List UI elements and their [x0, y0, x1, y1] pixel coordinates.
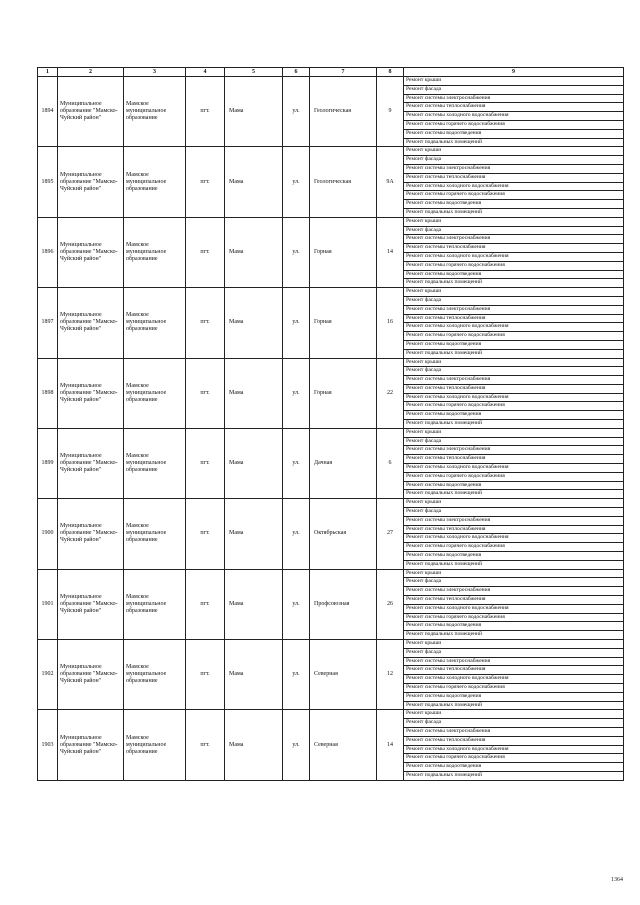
locality-name: Мама: [225, 428, 283, 498]
header-cell: 5: [225, 68, 283, 77]
work-types-cell: [404, 569, 624, 639]
locality-type: пгт.: [186, 217, 225, 287]
work-type-item: Ремонт системы электроснабжения: [404, 728, 623, 737]
locality-type: пгт.: [186, 77, 225, 147]
work-type-item: Ремонт системы горячего водоснабжения: [404, 754, 623, 763]
table-row: [38, 640, 624, 710]
work-type-item: Ремонт системы холодного водоснабжения: [404, 746, 623, 755]
row-number: 1894: [38, 77, 58, 147]
work-type-item: Ремонт системы теплоснабжения: [404, 596, 623, 605]
work-types-cell: [404, 499, 624, 569]
work-type-item: Ремонт фасада: [404, 367, 623, 376]
locality-type: пгт.: [186, 499, 225, 569]
street-name: Октябрьская: [310, 499, 377, 569]
work-type-item: Ремонт фасада: [404, 156, 623, 165]
header-cell: 6: [283, 68, 310, 77]
work-type-item: Ремонт системы электроснабжения: [404, 658, 623, 667]
work-type-item: Ремонт фасада: [404, 227, 623, 236]
row-number: 1898: [38, 358, 58, 428]
work-type-item: Ремонт системы водоотведения: [404, 622, 623, 631]
municipal-district: Муниципальное образование "Мамско-Чуйский район": [58, 428, 124, 498]
work-types-cell: [404, 77, 624, 147]
table-row: [38, 428, 624, 498]
locality-name: Мама: [225, 358, 283, 428]
work-type-item: Ремонт системы теплоснабжения: [404, 385, 623, 394]
work-type-item: Ремонт фасада: [404, 438, 623, 447]
work-type-item: Ремонт крыши: [404, 147, 623, 156]
municipal-district: Муниципальное образование "Мамско-Чуйский район": [58, 499, 124, 569]
work-type-item: Ремонт системы холодного водоснабжения: [404, 464, 623, 473]
table-row: [38, 569, 624, 639]
work-type-item: Ремонт системы водоотведения: [404, 693, 623, 702]
header-cell: 2: [58, 68, 124, 77]
work-type-item: Ремонт системы горячего водоснабжения: [404, 684, 623, 693]
work-type-item: Ремонт фасада: [404, 297, 623, 306]
municipal-settlement: Мамское муниципальное образование: [124, 147, 186, 217]
work-type-item: Ремонт системы водоотведения: [404, 411, 623, 420]
work-type-item: Ремонт крыши: [404, 288, 623, 297]
work-types-cell: [404, 640, 624, 710]
street-type: ул.: [283, 428, 310, 498]
work-type-item: Ремонт фасада: [404, 578, 623, 587]
work-type-item: Ремонт системы водоотведения: [404, 130, 623, 139]
municipal-settlement: Мамское муниципальное образование: [124, 217, 186, 287]
locality-name: Мама: [225, 640, 283, 710]
municipal-settlement: Мамское муниципальное образование: [124, 710, 186, 780]
street-type: ул.: [283, 77, 310, 147]
table-row: [38, 288, 624, 358]
municipal-district: Муниципальное образование "Мамско-Чуйский район": [58, 640, 124, 710]
work-type-item: Ремонт системы электроснабжения: [404, 446, 623, 455]
table-body: [38, 77, 624, 781]
work-type-item: Ремонт крыши: [404, 640, 623, 649]
table-row: [38, 710, 624, 780]
table-row: [38, 147, 624, 217]
work-type-item: Ремонт системы холодного водоснабжения: [404, 323, 623, 332]
street-name: Горная: [310, 358, 377, 428]
locality-name: Мама: [225, 569, 283, 639]
row-number: 1903: [38, 710, 58, 780]
work-type-item: Ремонт системы холодного водоснабжения: [404, 394, 623, 403]
work-type-item: Ремонт подвальных помещений: [406, 349, 483, 356]
house-number: 6: [377, 428, 404, 498]
work-type-item: Ремонт подвальных помещений: [406, 631, 483, 638]
work-type-item: Ремонт системы водоотведения: [404, 200, 623, 209]
work-type-item: Ремонт системы теплоснабжения: [404, 174, 623, 183]
work-type-item: Ремонт фасада: [404, 649, 623, 658]
work-type-item: Ремонт системы холодного водоснабжения: [404, 605, 623, 614]
street-type: ул.: [283, 569, 310, 639]
street-type: ул.: [283, 640, 310, 710]
page-number: 1364: [611, 877, 623, 883]
header-cell: 1: [38, 68, 58, 77]
work-type-item: Ремонт крыши: [404, 218, 623, 227]
locality-type: пгт.: [186, 640, 225, 710]
work-type-item: Ремонт системы холодного водоснабжения: [404, 675, 623, 684]
municipal-settlement: Мамское муниципальное образование: [124, 358, 186, 428]
work-type-item: Ремонт крыши: [404, 77, 623, 86]
row-number: 1897: [38, 288, 58, 358]
house-number: 26: [377, 569, 404, 639]
municipal-settlement: Мамское муниципальное образование: [124, 77, 186, 147]
house-number: 9А: [377, 147, 404, 217]
street-type: ул.: [283, 288, 310, 358]
street-type: ул.: [283, 710, 310, 780]
house-number: 14: [377, 217, 404, 287]
house-number: 9: [377, 77, 404, 147]
locality-name: Мама: [225, 217, 283, 287]
house-number: 14: [377, 710, 404, 780]
work-type-item: Ремонт системы электроснабжения: [404, 376, 623, 385]
locality-name: Мама: [225, 710, 283, 780]
work-type-item: Ремонт системы электроснабжения: [404, 165, 623, 174]
work-type-item: Ремонт системы горячего водоснабжения: [404, 614, 623, 623]
municipal-district: Муниципальное образование "Мамско-Чуйский район": [58, 217, 124, 287]
work-type-item: Ремонт подвальных помещений: [406, 490, 483, 497]
work-type-item: Ремонт подвальных помещений: [406, 279, 483, 286]
repair-program-table: [37, 67, 624, 781]
work-type-item: Ремонт системы теплоснабжения: [404, 315, 623, 324]
work-type-item: Ремонт фасада: [404, 508, 623, 517]
row-number: 1899: [38, 428, 58, 498]
house-number: 12: [377, 640, 404, 710]
municipal-settlement: Мамское муниципальное образование: [124, 428, 186, 498]
locality-type: пгт.: [186, 569, 225, 639]
street-name: Профсоюзная: [310, 569, 377, 639]
work-type-item: Ремонт фасада: [404, 86, 623, 95]
work-type-item: Ремонт крыши: [404, 359, 623, 368]
work-type-item: Ремонт крыши: [404, 570, 623, 579]
street-type: ул.: [283, 217, 310, 287]
locality-type: пгт.: [186, 428, 225, 498]
work-type-item: Ремонт системы электроснабжения: [404, 306, 623, 315]
work-type-item: Ремонт крыши: [404, 499, 623, 508]
work-type-item: Ремонт системы водоотведения: [404, 552, 623, 561]
table-row: [38, 77, 624, 147]
work-type-item: Ремонт подвальных помещений: [406, 560, 483, 567]
work-type-item: Ремонт системы холодного водоснабжения: [404, 183, 623, 192]
work-type-item: Ремонт системы водоотведения: [404, 482, 623, 491]
house-number: 22: [377, 358, 404, 428]
work-types-cell: [404, 428, 624, 498]
work-type-item: Ремонт системы теплоснабжения: [404, 526, 623, 535]
work-type-item: Ремонт системы горячего водоснабжения: [404, 121, 623, 130]
table-row: [38, 499, 624, 569]
work-type-item: Ремонт подвальных помещений: [406, 138, 483, 145]
locality-type: пгт.: [186, 288, 225, 358]
street-name: Северная: [310, 710, 377, 780]
work-types-cell: [404, 147, 624, 217]
header-cell: 8: [377, 68, 404, 77]
row-number: 1900: [38, 499, 58, 569]
locality-name: Мама: [225, 499, 283, 569]
street-name: Геологическая: [310, 147, 377, 217]
work-type-item: Ремонт подвальных помещений: [406, 701, 483, 708]
work-type-item: Ремонт системы горячего водоснабжения: [404, 473, 623, 482]
work-type-item: Ремонт системы горячего водоснабжения: [404, 402, 623, 411]
municipal-settlement: Мамское муниципальное образование: [124, 288, 186, 358]
work-type-item: Ремонт системы холодного водоснабжения: [404, 112, 623, 121]
header-cell: 7: [310, 68, 377, 77]
work-type-item: Ремонт подвальных помещений: [406, 420, 483, 427]
street-type: ул.: [283, 147, 310, 217]
municipal-settlement: Мамское муниципальное образование: [124, 569, 186, 639]
work-type-item: Ремонт системы горячего водоснабжения: [404, 262, 623, 271]
work-types-cell: [404, 710, 624, 780]
work-type-item: Ремонт системы теплоснабжения: [404, 455, 623, 464]
work-type-item: Ремонт системы горячего водоснабжения: [404, 332, 623, 341]
street-type: ул.: [283, 358, 310, 428]
work-type-item: Ремонт системы водоотведения: [404, 341, 623, 350]
house-number: 27: [377, 499, 404, 569]
work-type-item: Ремонт системы электроснабжения: [404, 517, 623, 526]
locality-name: Мама: [225, 147, 283, 217]
work-type-item: Ремонт системы водоотведения: [404, 763, 623, 772]
work-type-item: Ремонт системы холодного водоснабжения: [404, 534, 623, 543]
work-type-item: Ремонт системы водоотведения: [404, 271, 623, 280]
row-number: 1895: [38, 147, 58, 217]
work-type-item: Ремонт системы электроснабжения: [404, 587, 623, 596]
municipal-settlement: Мамское муниципальное образование: [124, 640, 186, 710]
municipal-district: Муниципальное образование "Мамско-Чуйский район": [58, 569, 124, 639]
table-row: [38, 217, 624, 287]
work-types-cell: [404, 358, 624, 428]
header-cell: 9: [404, 68, 624, 77]
work-type-item: Ремонт системы горячего водоснабжения: [404, 543, 623, 552]
street-name: Горная: [310, 217, 377, 287]
street-name: Северная: [310, 640, 377, 710]
work-type-item: Ремонт системы теплоснабжения: [404, 103, 623, 112]
municipal-settlement: Мамское муниципальное образование: [124, 499, 186, 569]
work-type-item: Ремонт подвальных помещений: [406, 771, 483, 778]
house-number: 16: [377, 288, 404, 358]
row-number: 1896: [38, 217, 58, 287]
locality-name: Мама: [225, 77, 283, 147]
locality-type: пгт.: [186, 710, 225, 780]
work-type-item: Ремонт крыши: [404, 710, 623, 719]
street-name: Горная: [310, 288, 377, 358]
work-type-item: Ремонт подвальных помещений: [406, 208, 483, 215]
row-number: 1901: [38, 569, 58, 639]
municipal-district: Муниципальное образование "Мамско-Чуйский район": [58, 77, 124, 147]
work-type-item: Ремонт системы теплоснабжения: [404, 737, 623, 746]
header-cell: 4: [186, 68, 225, 77]
locality-type: пгт.: [186, 147, 225, 217]
work-type-item: Ремонт системы теплоснабжения: [404, 666, 623, 675]
street-type: ул.: [283, 499, 310, 569]
locality-type: пгт.: [186, 358, 225, 428]
work-type-item: Ремонт системы горячего водоснабжения: [404, 191, 623, 200]
municipal-district: Муниципальное образование "Мамско-Чуйский район": [58, 288, 124, 358]
table-row: [38, 358, 624, 428]
work-type-item: Ремонт системы холодного водоснабжения: [404, 253, 623, 262]
locality-name: Мама: [225, 288, 283, 358]
row-number: 1902: [38, 640, 58, 710]
work-type-item: Ремонт системы электроснабжения: [404, 95, 623, 104]
street-name: Геологическая: [310, 77, 377, 147]
work-type-item: Ремонт фасада: [404, 719, 623, 728]
work-type-item: Ремонт крыши: [404, 429, 623, 438]
work-type-item: Ремонт системы электроснабжения: [404, 235, 623, 244]
work-types-cell: [404, 288, 624, 358]
work-type-item: Ремонт системы теплоснабжения: [404, 244, 623, 253]
work-types-cell: [404, 217, 624, 287]
municipal-district: Муниципальное образование "Мамско-Чуйский район": [58, 358, 124, 428]
municipal-district: Муниципальное образование "Мамско-Чуйский район": [58, 147, 124, 217]
municipal-district: Муниципальное образование "Мамско-Чуйский район": [58, 710, 124, 780]
table-header: [38, 68, 624, 77]
street-name: Дачная: [310, 428, 377, 498]
header-cell: 3: [124, 68, 186, 77]
